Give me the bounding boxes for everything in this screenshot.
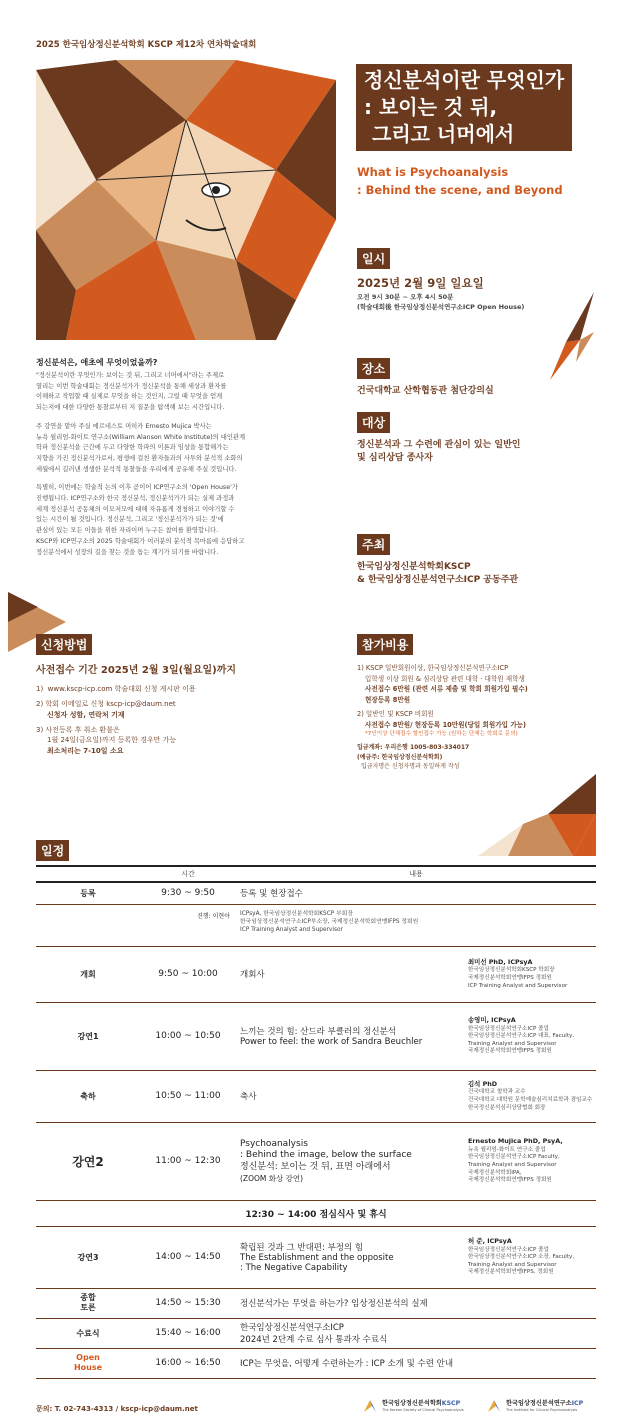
intro-heading: 정신분석은, 애초에 무엇이었을까? [36, 358, 158, 367]
target-tag: 대상 [357, 412, 390, 433]
host-tag: 주최 [357, 534, 390, 555]
table-row: Open House 16:00 ~ 16:50 ICP는 무엇을, 어떻게 수련하는가 : ICP 소개 및 수련 안내 [36, 1348, 596, 1378]
intro-paragraph-1: "정신분석이란 무엇인가: 보이는 것 뒤, 그리고 너머에서"라는 주제로 열리는 이번 학술대회는 정신분석가가 정신분석을 통해 세상과 환자를 이해하고 작업할 때 실제로 무엇을 하는 것인지, 그럴 때 무엇을 얻게 되는지에 대한 다양한 통찰로부터 저 질문을 탐색해 보는 시간입니다. [36, 372, 227, 412]
apply-step-1: 1) www.kscp-icp.com 학술대회 신청 게시판 이용 [36, 685, 196, 693]
schedule-tag: 일정 [36, 840, 69, 861]
table-row: 등록 9:30 ~ 9:50 등록 및 현장접수 [36, 882, 596, 904]
table-row: 진행: 이현아 ICPsyA, 한국임상정신분석학회KSCP 부회장 한국임상정신분석연구소ICP부소장, 국제정신분석학회연맹IFPS 정회원 ICP Training Analyst and Supervisor [36, 904, 596, 946]
apply-step-3: 3) 사전등록 후 취소 환불은 [36, 725, 120, 734]
host-line-2: & 한국임상정신분석연구소ICP 공동주관 [357, 575, 519, 585]
table-row: 강연1 10:00 ~ 10:50 느끼는 것의 힘: 산드라 부클러의 정신분석 Power to feel: the work of Sandra Beuchler 송영미, ICPsyA 한국임상정신분석연구소ICP 졸업 한국임상정신분석연구소ICP 대표, Faculty, Training Analyst and Supervisor 국제정신분석학회연맹IFPS 정회원 [36, 1002, 596, 1070]
column-header-time: 시간 [140, 866, 236, 882]
table-row: 축하 10:50 ~ 11:00 축사 김석 PhD 건국대학교 철학과 교수 건국대학교 대학원 문학예술심리치료학과 겸임교수 한국정신분석심리상담협회 회장 [36, 1070, 596, 1122]
kscp-logo: 한국임상정신분석학회KSCP The Korean Society of Clinical Psychoanalysis [362, 1398, 464, 1414]
target-line-1: 정신분석과 그 수련에 관심이 있는 일반인 [357, 440, 521, 450]
title-line-1: 정신분석이란 무엇인가 [364, 68, 565, 92]
host-line-1: 한국임상정신분석학회KSCP [357, 562, 471, 572]
event-time-note: (학술대회後 한국임상정신분석연구소ICP Open House) [357, 302, 525, 311]
decorative-shard-bottom-right [478, 774, 596, 856]
intro-paragraph-3: 특별히, 이번에는 학술적 논의 이후 곧이어 ICP연구소의 'Open House'가 진행됩니다. ICP연구소와 한국 정신분석, 정신분석가가 되는 실제 과정과 세계 정신분석 공동체의 이모저모에 대해 자유롭게 경청하고 이야기할 수 있는 시간이 될 것입니다. 정신분석, 그리고 '정신분석가가 되는 것'에 관심이 있는 모든 이들을 위한 자리이며 누구든 참여를 환영합니다. KSCP와 ICP연구소의 2025 학술대회가 여러분의 분석적 목마름에 응답하고 정신분석에서 성장의 길을 찾는 것을 돕는 계기가 되기를 바랍니다. [36, 484, 245, 556]
apply-deadline: 사전접수 기간 2025년 2월 3일(월요일)까지 [36, 665, 237, 676]
event-time: 오전 9시 30분 ~ 오후 4시 50분 [357, 293, 454, 301]
table-row: 강연3 14:00 ~ 14:50 확립된 것과 그 반대편: 부정의 힘 The Establishment and the opposite : The Negative Capability 허 준, ICPsyA 한국임상정신분석연구소ICP 졸업 한국임상정신분석연구소ICP 소장, Faculty, Training Analyst and Supervisor 국제정신분석학회연맹IFPS, 정회원 [36, 1226, 596, 1288]
target-section [357, 412, 520, 463]
event-caption: 2025 한국임상정신분석학회 KSCP 제12차 연차학술대회 [36, 40, 257, 50]
table-row: 12:30 ~ 14:00 점심식사 및 휴식 [36, 1200, 596, 1226]
intro-section [36, 357, 306, 558]
table-row: 수료식 15:40 ~ 16:00 한국임상정신분석연구소ICP 2024년 2단계 수료 심사 통과자 수료식 [36, 1318, 596, 1348]
apply-section [36, 634, 336, 757]
title-line-2: : 보이는 것 뒤, [364, 95, 498, 119]
table-row: 종합 토론 14:50 ~ 15:30 정신분석가는 무엇을 하는가? 임상정신분석의 실제 [36, 1288, 596, 1318]
event-date: 2025년 2월 9일 일요일 [357, 276, 484, 290]
english-subtitle [357, 164, 563, 200]
intro-paragraph-2: 주 강연을 맡아 주실 에르네스토 머히카 Ernesto Mujica 박사는 뉴욕 윌리엄-화이트 연구소(William Alanson White Institute)의 대인관계 학파 정신분석을 근간에 두고 다양한 학파의 이론과 임상을 통합해가는 지향을 가진 정신분석가로서, 평생에 걸친 환자들과의 사투와 분석적 소화의 세월에서 길러낸 생생한 분석적 통찰들을 우리에게 공유해 주실 것입니다. [36, 422, 246, 473]
fee-details: 1) KSCP 일반회원이상, 한국임상정신분석연구소ICP 입학생 이상 회원 & 심리상담 관련 대학 · 대학원 재학생 사전접수 6만원 (관련 서류 제출 및 학회 회원가입 필수) 현장등록 8만원 2) 일반인 및 KSCP 비회원 사전접수 8만원/ 현장등록 10만원(당일 회원가입 가능) *7인이상 단체접수 할인접수 가능 (원하는 단체는 학회로 문의) 입금계좌: 우리은행 1005-803-334017 (예금주: 한국임상정신분석학회) 입금자명은 신청자명과 동일하게 작성 [357, 664, 528, 771]
kscp-logo-icon [362, 1398, 378, 1414]
date-section [357, 248, 524, 313]
target-line-2: 및 심리상담 종사자 [357, 453, 433, 463]
schedule-section-heading [36, 840, 69, 861]
apply-step-2: 2) 학회 이메일로 신청 kscp-icp@daum.net [36, 699, 176, 708]
apply-steps [36, 684, 336, 757]
subtitle-line-1: What is Psychoanalysis [357, 165, 509, 179]
contact-info: 문의: T. 02-743-4313 / kscp-icp@daum.net [36, 1405, 198, 1413]
subtitle-line-2: : Behind the scene, and Beyond [357, 182, 563, 197]
apply-tag: 신청방법 [36, 634, 92, 655]
fee-tag: 참가비용 [357, 634, 413, 655]
schedule-table [36, 865, 596, 1379]
date-tag: 일시 [357, 248, 390, 269]
main-title [356, 64, 572, 151]
apply-step-3-sub2: 1월 24일(금요일)까지 등록한 경우만 가능 [47, 736, 177, 745]
icp-logo: 한국임상정신분석연구소ICP The Institute for Clinical Psychoanalysis [486, 1398, 583, 1414]
fee-section [357, 634, 607, 772]
venue-text: 건국대학교 산학협동관 첨단강의실 [357, 386, 494, 396]
venue-section [357, 358, 494, 396]
table-row: 강연2 11:00 ~ 12:30 Psychoanalysis : Behind the image, below the surface 정신분석: 보이는 것 뒤, 표면 아래에서 (ZOOM 화상 강연) Ernesto Mujica PhD, PsyA, 뉴욕 윌리엄-화이트 연구소 졸업 한국임상정신분석연구소ICP Faculty, Training Analyst and Supervisor 국제정신분석학회IPA, 국제정신분석학회연맹IFPS 정회원 [36, 1122, 596, 1200]
host-section [357, 534, 518, 585]
table-row: 개회 9:50 ~ 10:00 개회사 최미선 PhD, ICPsyA 한국임상정신분석학회KSCP 학회장 국제정신분석학회연맹IFPS 정회원 ICP Training Analyst and Supervisor [36, 946, 596, 1002]
icp-logo-icon [486, 1398, 502, 1414]
hero-portrait-illustration [36, 60, 336, 340]
column-header-content: 내용 [236, 866, 596, 882]
apply-step-3-sub: 최소처리는 7-10일 소요 [47, 747, 124, 756]
venue-tag: 장소 [357, 358, 390, 379]
decorative-shard-right [546, 292, 596, 382]
apply-step-2-sub: 신청자 성함, 연락처 기재 [47, 710, 125, 719]
schedule-header-row [36, 866, 596, 882]
title-line-3: 그리고 너머에서 [364, 121, 514, 148]
